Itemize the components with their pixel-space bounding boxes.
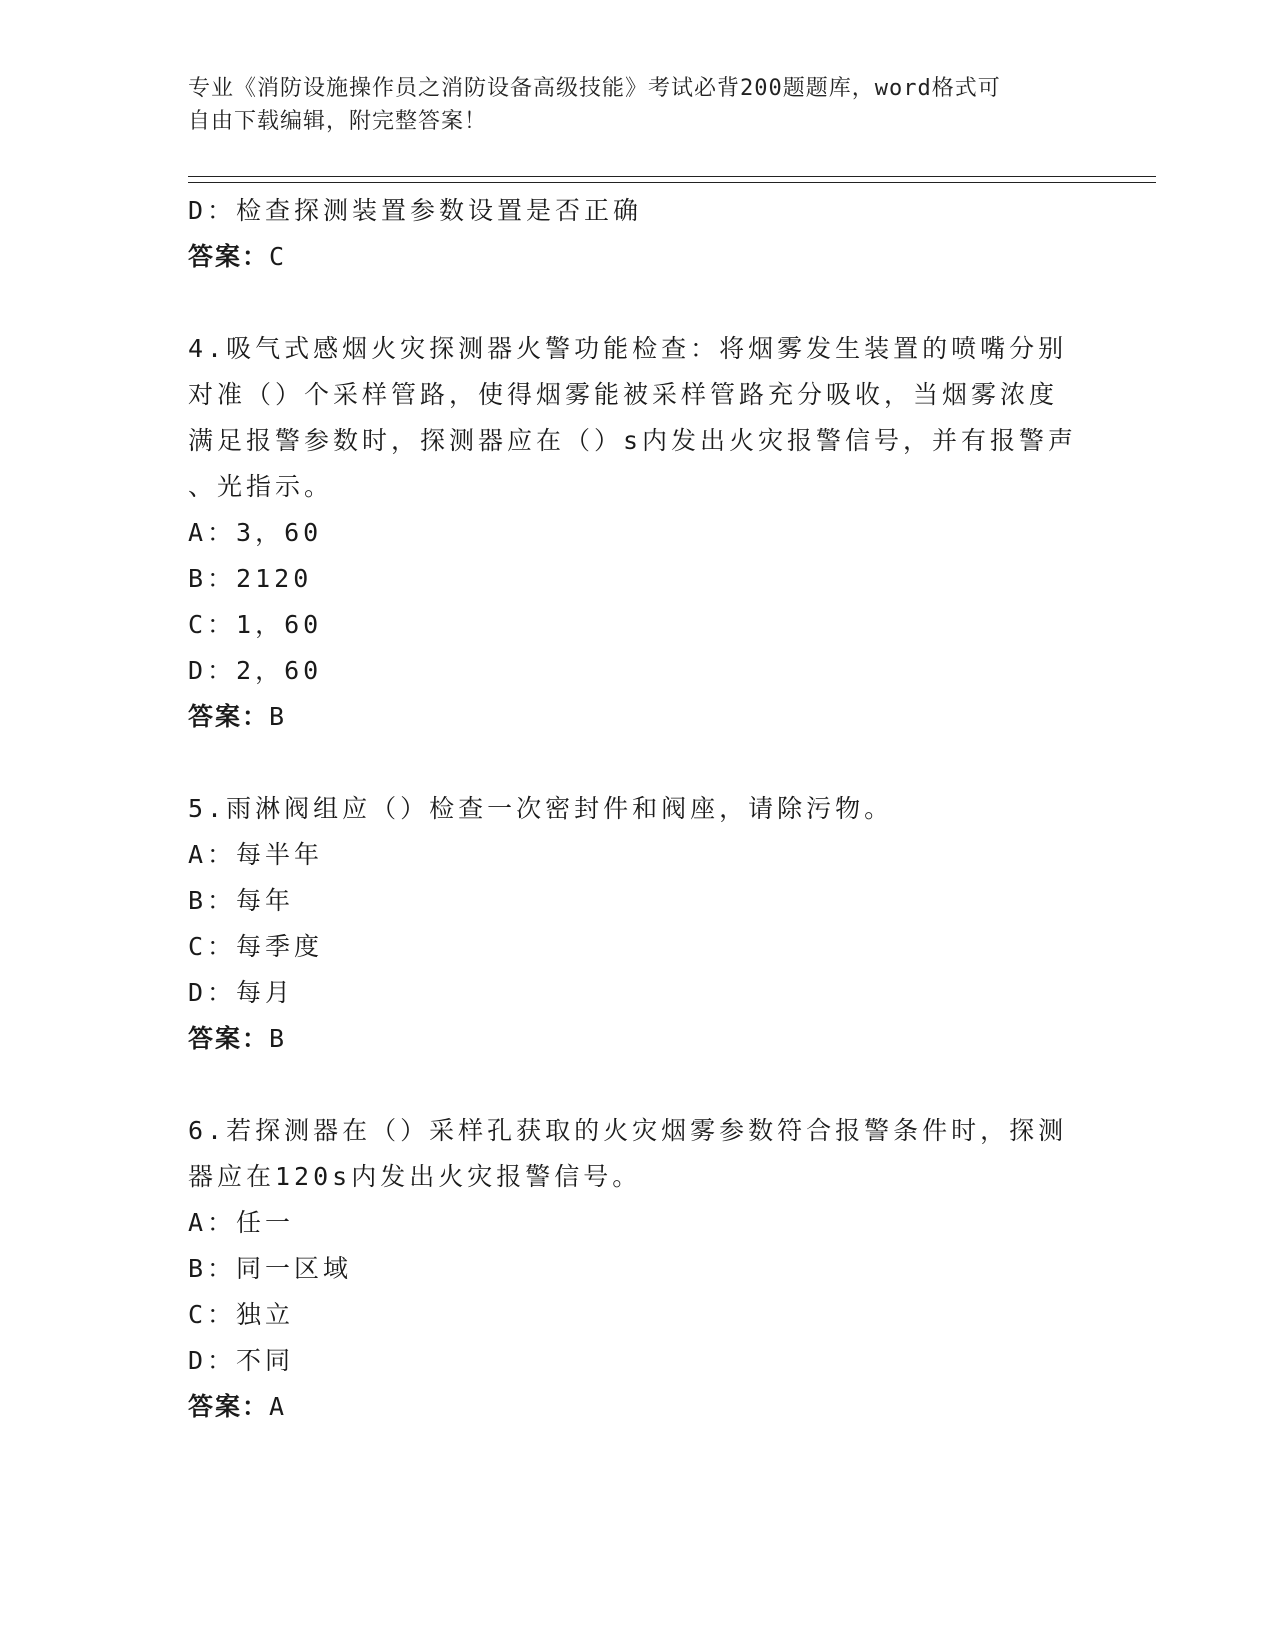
option-d: D：2，60 — [188, 656, 323, 685]
question-text-line: 满足报警参数时，探测器应在（）s内发出火灾报警信号，并有报警声 — [188, 426, 1078, 455]
answer-label: 答案： — [188, 702, 270, 731]
answer — [188, 1016, 1088, 1062]
question-text-line: 4.吸气式感烟火灾探测器火警功能检查：将烟雾发生装置的喷嘴分别 — [188, 334, 1068, 363]
option-b: B：每年 — [188, 886, 295, 915]
answer-value: C — [269, 242, 287, 271]
answer-value: A — [269, 1392, 287, 1421]
option-b: B：同一区域 — [188, 1254, 353, 1283]
question-item — [188, 786, 1088, 1062]
question-list — [188, 188, 1088, 1430]
answer-value: B — [269, 702, 287, 731]
prev-answer — [188, 234, 1088, 280]
question-text-line: 5.雨淋阀组应（）检查一次密封件和阀座，请除污物。 — [188, 794, 894, 823]
header-line-2: 自由下载编辑，附完整答案！ — [188, 109, 488, 134]
option-c: C：1，60 — [188, 610, 323, 639]
prev-option-d: D：检查探测装置参数设置是否正确 — [188, 196, 643, 225]
question-item — [188, 326, 1088, 740]
question-text-line: 、光指示。 — [188, 472, 334, 501]
answer — [188, 694, 1088, 740]
header-divider — [188, 176, 1156, 183]
question-text-line: 器应在120s内发出火灾报警信号。 — [188, 1162, 642, 1191]
answer-value: B — [269, 1024, 287, 1053]
option-c: C：每季度 — [188, 932, 324, 961]
option-c: C：独立 — [188, 1300, 295, 1329]
answer-label: 答案： — [188, 1392, 270, 1421]
answer-label: 答案： — [188, 242, 270, 271]
option-d: D：每月 — [188, 978, 295, 1007]
option-b: B：2120 — [188, 564, 313, 593]
answer-label: 答案： — [188, 1024, 270, 1053]
option-a: A：3，60 — [188, 518, 323, 547]
header-line-1: 专业《消防设施操作员之消防设备高级技能》考试必背200题题库，word格式可 — [188, 76, 1001, 101]
question-item — [188, 1108, 1088, 1430]
option-d: D：不同 — [188, 1346, 295, 1375]
question-text-line: 6.若探测器在（）采样孔获取的火灾烟雾参数符合报警条件时，探测 — [188, 1116, 1068, 1145]
option-a: A：任一 — [188, 1208, 295, 1237]
option-a: A：每半年 — [188, 840, 324, 869]
document-header — [188, 72, 1088, 138]
question-text-line: 对准（）个采样管路，使得烟雾能被采样管路充分吸收，当烟雾浓度 — [188, 380, 1059, 409]
answer — [188, 1384, 1088, 1430]
